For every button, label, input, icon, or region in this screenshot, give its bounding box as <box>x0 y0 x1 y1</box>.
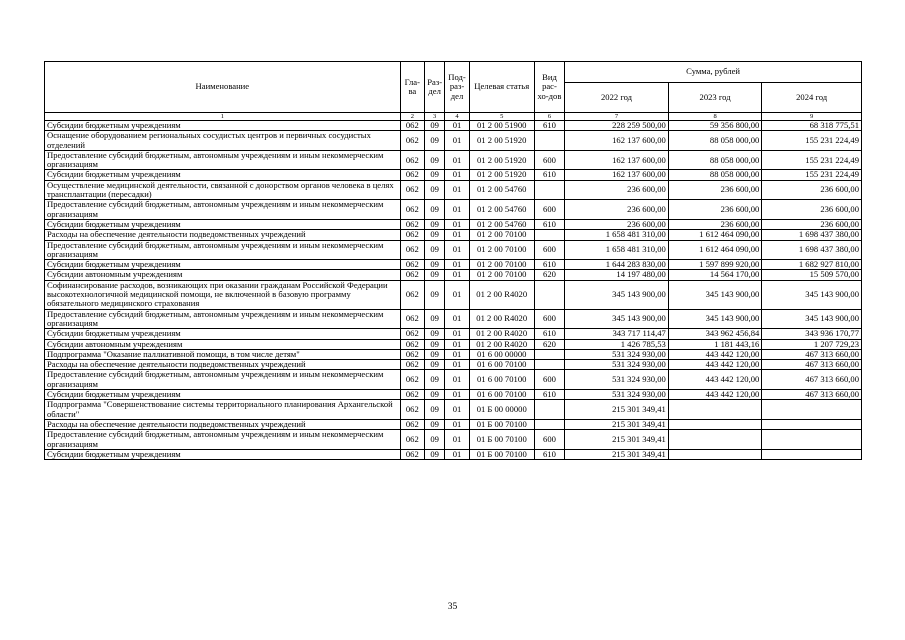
column-number: 2 <box>400 113 424 121</box>
row-amount-2022: 236 600,00 <box>565 219 669 229</box>
row-amount-2023: 345 143 900,00 <box>668 280 761 309</box>
row-expense-type <box>534 419 564 429</box>
row-target-article: 01 Б 00 70100 <box>469 430 534 450</box>
row-target-article: 01 2 00 54760 <box>469 180 534 200</box>
column-number: 7 <box>565 113 669 121</box>
row-podrazdel: 01 <box>445 180 469 200</box>
row-expense-type: 600 <box>534 200 564 220</box>
row-razdel: 09 <box>425 419 445 429</box>
row-razdel: 09 <box>425 219 445 229</box>
row-target-article: 01 2 00 70100 <box>469 270 534 280</box>
row-expense-type: 620 <box>534 339 564 349</box>
row-amount-2024: 1 698 437 380,00 <box>762 240 862 260</box>
row-razdel: 09 <box>425 240 445 260</box>
row-razdel: 09 <box>425 260 445 270</box>
row-target-article: 01 2 00 51900 <box>469 121 534 131</box>
row-target-article: 01 2 00 51920 <box>469 150 534 170</box>
row-glava: 062 <box>400 349 424 359</box>
row-expense-type: 610 <box>534 219 564 229</box>
row-amount-2024: 155 231 224,49 <box>762 150 862 170</box>
table-row <box>45 180 862 200</box>
row-amount-2023: 14 564 170,00 <box>668 270 761 280</box>
row-target-article: 01 2 00 R4020 <box>469 329 534 339</box>
row-expense-type: 610 <box>534 170 564 180</box>
row-target-article: 01 2 00 70100 <box>469 260 534 270</box>
row-name: Субсидии бюджетным учреждениям <box>45 390 401 400</box>
column-number: 4 <box>445 113 469 121</box>
row-target-article: 01 2 00 70100 <box>469 240 534 260</box>
row-amount-2022: 236 600,00 <box>565 180 669 200</box>
row-amount-2022: 215 301 349,41 <box>565 430 669 450</box>
table-row <box>45 170 862 180</box>
row-target-article: 01 2 00 R4020 <box>469 339 534 349</box>
table-row <box>45 339 862 349</box>
row-razdel: 09 <box>425 339 445 349</box>
table-row <box>45 219 862 229</box>
row-expense-type <box>534 180 564 200</box>
row-amount-2022: 1 658 481 310,00 <box>565 230 669 240</box>
header-glava: Гла-ва <box>400 62 424 113</box>
row-glava: 062 <box>400 170 424 180</box>
row-expense-type <box>534 280 564 309</box>
row-name: Предоставление субсидий бюджетным, автономным учреждениям и иным некоммерческим организациям <box>45 200 401 220</box>
row-razdel: 09 <box>425 329 445 339</box>
row-expense-type: 610 <box>534 121 564 131</box>
row-name: Расходы на обеспечение деятельности подведомственных учреждений <box>45 419 401 429</box>
row-amount-2023: 443 442 120,00 <box>668 390 761 400</box>
table-row <box>45 390 862 400</box>
row-name: Субсидии бюджетным учреждениям <box>45 449 401 459</box>
column-number: 1 <box>45 113 401 121</box>
row-podrazdel: 01 <box>445 329 469 339</box>
table-row <box>45 270 862 280</box>
row-name: Субсидии бюджетным учреждениям <box>45 260 401 270</box>
row-amount-2024: 68 318 775,51 <box>762 121 862 131</box>
row-glava: 062 <box>400 240 424 260</box>
row-amount-2023: 236 600,00 <box>668 219 761 229</box>
row-amount-2024 <box>762 430 862 450</box>
row-name: Субсидии бюджетным учреждениям <box>45 170 401 180</box>
table-row <box>45 200 862 220</box>
row-glava: 062 <box>400 121 424 131</box>
row-podrazdel: 01 <box>445 150 469 170</box>
row-target-article: 01 6 00 70100 <box>469 360 534 370</box>
row-podrazdel: 01 <box>445 419 469 429</box>
row-amount-2022: 162 137 600,00 <box>565 170 669 180</box>
row-name: Предоставление субсидий бюджетным, автономным учреждениям и иным некоммерческим организациям <box>45 240 401 260</box>
row-amount-2023: 345 143 900,00 <box>668 309 761 329</box>
row-amount-2024: 1 682 927 810,00 <box>762 260 862 270</box>
row-amount-2024 <box>762 449 862 459</box>
row-amount-2024: 155 231 224,49 <box>762 170 862 180</box>
row-target-article: 01 2 00 51920 <box>469 131 534 151</box>
row-target-article: 01 6 00 70100 <box>469 390 534 400</box>
column-number: 5 <box>469 113 534 121</box>
row-amount-2024: 467 313 660,00 <box>762 349 862 359</box>
row-target-article: 01 Б 00 70100 <box>469 419 534 429</box>
table-row <box>45 400 862 420</box>
header-podrazdel: Под-раз-дел <box>445 62 469 113</box>
table-row <box>45 131 862 151</box>
column-number-row <box>45 113 862 121</box>
row-amount-2024: 15 509 570,00 <box>762 270 862 280</box>
row-name: Подпрограмма "Оказание паллиативной помощи, в том числе детям" <box>45 349 401 359</box>
row-glava: 062 <box>400 329 424 339</box>
row-podrazdel: 01 <box>445 339 469 349</box>
row-amount-2022: 531 324 930,00 <box>565 390 669 400</box>
row-target-article: 01 Б 00 70100 <box>469 449 534 459</box>
row-amount-2023: 88 058 000,00 <box>668 131 761 151</box>
row-target-article: 01 6 00 00000 <box>469 349 534 359</box>
row-amount-2023: 443 442 120,00 <box>668 349 761 359</box>
row-expense-type: 600 <box>534 240 564 260</box>
row-glava: 062 <box>400 390 424 400</box>
row-expense-type: 600 <box>534 430 564 450</box>
row-expense-type <box>534 131 564 151</box>
row-expense-type: 600 <box>534 370 564 390</box>
row-amount-2023 <box>668 449 761 459</box>
row-amount-2022: 1 426 785,53 <box>565 339 669 349</box>
row-amount-2023: 88 058 000,00 <box>668 170 761 180</box>
budget-table <box>44 61 862 460</box>
row-glava: 062 <box>400 370 424 390</box>
row-target-article: 01 2 00 54760 <box>469 200 534 220</box>
table-row <box>45 360 862 370</box>
row-podrazdel: 01 <box>445 200 469 220</box>
row-glava: 062 <box>400 219 424 229</box>
row-glava: 062 <box>400 360 424 370</box>
row-amount-2022: 228 259 500,00 <box>565 121 669 131</box>
row-podrazdel: 01 <box>445 121 469 131</box>
row-podrazdel: 01 <box>445 349 469 359</box>
row-razdel: 09 <box>425 360 445 370</box>
row-podrazdel: 01 <box>445 370 469 390</box>
row-expense-type <box>534 349 564 359</box>
row-name: Предоставление субсидий бюджетным, автономным учреждениям и иным некоммерческим организациям <box>45 309 401 329</box>
row-amount-2023: 1 612 464 090,00 <box>668 230 761 240</box>
row-glava: 062 <box>400 131 424 151</box>
row-amount-2023 <box>668 419 761 429</box>
table-row <box>45 309 862 329</box>
row-podrazdel: 01 <box>445 400 469 420</box>
row-amount-2024 <box>762 419 862 429</box>
row-amount-2022: 162 137 600,00 <box>565 150 669 170</box>
row-amount-2022: 1 644 283 830,00 <box>565 260 669 270</box>
row-podrazdel: 01 <box>445 449 469 459</box>
row-glava: 062 <box>400 430 424 450</box>
row-podrazdel: 01 <box>445 131 469 151</box>
row-amount-2024: 1 207 729,23 <box>762 339 862 349</box>
row-podrazdel: 01 <box>445 260 469 270</box>
row-target-article: 01 Б 00 00000 <box>469 400 534 420</box>
column-number: 6 <box>534 113 564 121</box>
row-razdel: 09 <box>425 131 445 151</box>
row-amount-2022: 531 324 930,00 <box>565 349 669 359</box>
row-amount-2023 <box>668 430 761 450</box>
row-expense-type: 610 <box>534 260 564 270</box>
table-row <box>45 430 862 450</box>
row-amount-2022: 345 143 900,00 <box>565 280 669 309</box>
row-amount-2024: 155 231 224,49 <box>762 131 862 151</box>
table-row <box>45 349 862 359</box>
row-expense-type: 600 <box>534 309 564 329</box>
row-name: Расходы на обеспечение деятельности подведомственных учреждений <box>45 230 401 240</box>
row-amount-2022: 162 137 600,00 <box>565 131 669 151</box>
row-name: Субсидии бюджетным учреждениям <box>45 219 401 229</box>
page-number: 35 <box>447 602 458 612</box>
row-podrazdel: 01 <box>445 219 469 229</box>
row-razdel: 09 <box>425 400 445 420</box>
row-razdel: 09 <box>425 309 445 329</box>
row-amount-2022: 215 301 349,41 <box>565 449 669 459</box>
header-year-2024: 2024 год <box>762 83 862 113</box>
header-year-2022: 2022 год <box>565 83 669 113</box>
row-razdel: 09 <box>425 270 445 280</box>
row-amount-2023: 343 962 456,84 <box>668 329 761 339</box>
row-name: Осуществление медицинской деятельности, связанной с донорством органов человека в целях трансплантации (пересадки) <box>45 180 401 200</box>
table-row <box>45 260 862 270</box>
row-amount-2024: 345 143 900,00 <box>762 309 862 329</box>
row-razdel: 09 <box>425 430 445 450</box>
row-podrazdel: 01 <box>445 170 469 180</box>
row-amount-2022: 345 143 900,00 <box>565 309 669 329</box>
column-number: 8 <box>668 113 761 121</box>
row-glava: 062 <box>400 400 424 420</box>
row-amount-2022: 215 301 349,41 <box>565 419 669 429</box>
row-amount-2024: 467 313 660,00 <box>762 360 862 370</box>
row-amount-2023: 88 058 000,00 <box>668 150 761 170</box>
row-name: Субсидии бюджетным учреждениям <box>45 329 401 339</box>
row-target-article: 01 6 00 70100 <box>469 370 534 390</box>
table-row <box>45 329 862 339</box>
row-glava: 062 <box>400 419 424 429</box>
row-expense-type: 610 <box>534 390 564 400</box>
row-glava: 062 <box>400 339 424 349</box>
row-glava: 062 <box>400 260 424 270</box>
row-podrazdel: 01 <box>445 230 469 240</box>
row-expense-type: 600 <box>534 150 564 170</box>
row-glava: 062 <box>400 449 424 459</box>
row-razdel: 09 <box>425 121 445 131</box>
row-podrazdel: 01 <box>445 309 469 329</box>
row-razdel: 09 <box>425 170 445 180</box>
row-amount-2024: 467 313 660,00 <box>762 370 862 390</box>
row-amount-2024: 343 936 170,77 <box>762 329 862 339</box>
row-glava: 062 <box>400 180 424 200</box>
row-razdel: 09 <box>425 449 445 459</box>
row-name: Предоставление субсидий бюджетным, автономным учреждениям и иным некоммерческим организациям <box>45 150 401 170</box>
header-year-2023: 2023 год <box>668 83 761 113</box>
row-target-article: 01 2 00 R4020 <box>469 280 534 309</box>
row-glava: 062 <box>400 150 424 170</box>
header-razdel: Раз-дел <box>425 62 445 113</box>
row-razdel: 09 <box>425 180 445 200</box>
row-target-article: 01 2 00 51920 <box>469 170 534 180</box>
row-name: Субсидии автономным учреждениям <box>45 270 401 280</box>
row-expense-type: 620 <box>534 270 564 280</box>
row-amount-2024: 1 698 437 380,00 <box>762 230 862 240</box>
row-expense-type <box>534 360 564 370</box>
row-expense-type: 610 <box>534 329 564 339</box>
row-amount-2024: 236 600,00 <box>762 200 862 220</box>
header-target-article: Целевая статья <box>469 62 534 113</box>
row-razdel: 09 <box>425 150 445 170</box>
row-amount-2022: 236 600,00 <box>565 200 669 220</box>
header-sum: Сумма, рублей <box>565 62 862 83</box>
column-number: 9 <box>762 113 862 121</box>
row-amount-2022: 14 197 480,00 <box>565 270 669 280</box>
row-name: Оснащение оборудованием региональных сосудистых центров и первичных сосудистых отделений <box>45 131 401 151</box>
row-target-article: 01 2 00 54760 <box>469 219 534 229</box>
row-razdel: 09 <box>425 230 445 240</box>
row-amount-2022: 1 658 481 310,00 <box>565 240 669 260</box>
row-podrazdel: 01 <box>445 270 469 280</box>
row-razdel: 09 <box>425 390 445 400</box>
table-row <box>45 370 862 390</box>
table-row <box>45 240 862 260</box>
table-row <box>45 449 862 459</box>
row-podrazdel: 01 <box>445 360 469 370</box>
row-amount-2023: 236 600,00 <box>668 200 761 220</box>
row-podrazdel: 01 <box>445 390 469 400</box>
row-amount-2024: 236 600,00 <box>762 219 862 229</box>
row-razdel: 09 <box>425 349 445 359</box>
row-glava: 062 <box>400 230 424 240</box>
row-podrazdel: 01 <box>445 280 469 309</box>
row-glava: 062 <box>400 309 424 329</box>
row-amount-2024: 236 600,00 <box>762 180 862 200</box>
row-expense-type: 610 <box>534 449 564 459</box>
table-row <box>45 150 862 170</box>
row-podrazdel: 01 <box>445 430 469 450</box>
row-expense-type <box>534 400 564 420</box>
row-amount-2022: 531 324 930,00 <box>565 370 669 390</box>
header-expense-type: Вид рас-хо-дов <box>534 62 564 113</box>
row-razdel: 09 <box>425 370 445 390</box>
row-amount-2024 <box>762 400 862 420</box>
row-glava: 062 <box>400 200 424 220</box>
row-name: Предоставление субсидий бюджетным, автономным учреждениям и иным некоммерческим организациям <box>45 430 401 450</box>
table-row <box>45 280 862 309</box>
row-target-article: 01 2 00 70100 <box>469 230 534 240</box>
row-name: Субсидии автономным учреждениям <box>45 339 401 349</box>
row-amount-2022: 531 324 930,00 <box>565 360 669 370</box>
row-amount-2022: 215 301 349,41 <box>565 400 669 420</box>
row-razdel: 09 <box>425 200 445 220</box>
row-name: Предоставление субсидий бюджетным, автономным учреждениям и иным некоммерческим организациям <box>45 370 401 390</box>
row-amount-2023: 1 181 443,16 <box>668 339 761 349</box>
row-amount-2022: 343 717 114,47 <box>565 329 669 339</box>
row-glava: 062 <box>400 280 424 309</box>
table-row <box>45 419 862 429</box>
row-amount-2024: 345 143 900,00 <box>762 280 862 309</box>
row-target-article: 01 2 00 R4020 <box>469 309 534 329</box>
row-amount-2023: 1 612 464 090,00 <box>668 240 761 260</box>
row-razdel: 09 <box>425 280 445 309</box>
row-podrazdel: 01 <box>445 240 469 260</box>
row-amount-2023: 1 597 899 920,00 <box>668 260 761 270</box>
row-name: Расходы на обеспечение деятельности подведомственных учреждений <box>45 360 401 370</box>
table-body <box>45 121 862 460</box>
table-row <box>45 121 862 131</box>
table-row <box>45 230 862 240</box>
row-amount-2023: 443 442 120,00 <box>668 370 761 390</box>
row-name: Подпрограмма "Совершенствование системы территориального планирования Архангельской области" <box>45 400 401 420</box>
row-amount-2023: 59 356 800,00 <box>668 121 761 131</box>
row-expense-type <box>534 230 564 240</box>
column-number: 3 <box>425 113 445 121</box>
row-amount-2023 <box>668 400 761 420</box>
row-amount-2023: 443 442 120,00 <box>668 360 761 370</box>
row-amount-2023: 236 600,00 <box>668 180 761 200</box>
row-glava: 062 <box>400 270 424 280</box>
row-name: Софинансирование расходов, возникающих при оказании гражданам Российской Федерации высокотехнологичной медицинской помощи, не включенной в базовую программу обязательного медицинского страхования <box>45 280 401 309</box>
row-amount-2024: 467 313 660,00 <box>762 390 862 400</box>
header-name: Наименование <box>45 62 401 113</box>
row-name: Субсидии бюджетным учреждениям <box>45 121 401 131</box>
